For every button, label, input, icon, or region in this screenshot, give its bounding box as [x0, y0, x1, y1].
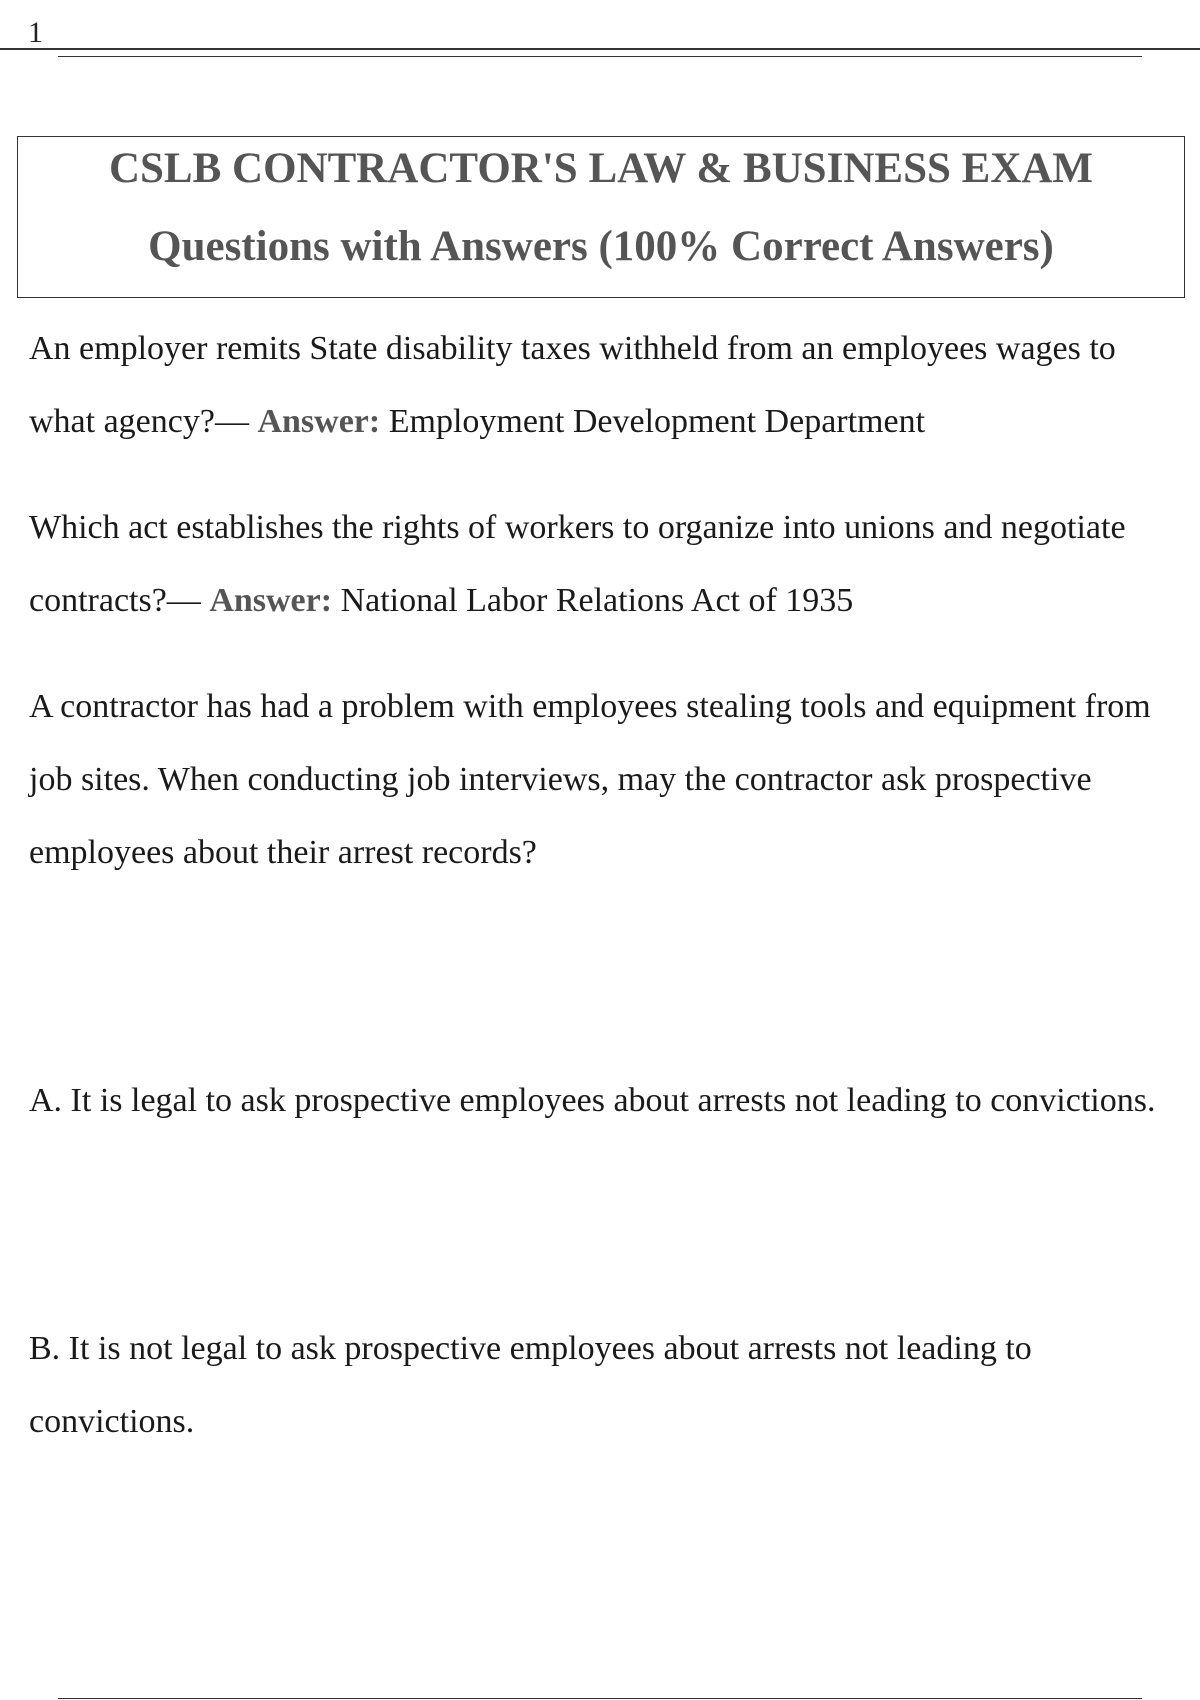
- option-b: B. It is not legal to ask prospective employees about arrests not leading to convictions.: [29, 1330, 1032, 1440]
- option-a: A. It is legal to ask prospective employees about arrests not leading to convictions.: [29, 1082, 1156, 1119]
- document-title-box: [17, 136, 1185, 298]
- document-body: [29, 312, 1179, 1458]
- answer-label: Answer:: [257, 403, 381, 440]
- footer-rule: [58, 1698, 1142, 1699]
- question-1: [29, 312, 1179, 458]
- document-subtitle: Questions with Answers (100% Correct Answers): [148, 223, 1054, 270]
- answer-label: Answer:: [209, 582, 333, 619]
- question-3-text: A contractor has had a problem with employees stealing tools and equipment from job sites. When conducting job interviews, may the contractor ask prospective employees about their arrest records?: [29, 688, 1151, 871]
- header-rule-secondary: [58, 56, 1142, 57]
- question-1-text: An employer remits State disability taxes withheld from an employees wages to what agency?—: [29, 330, 1116, 440]
- question-2: [29, 491, 1179, 637]
- answer-1-text: Employment Development Department: [380, 403, 926, 440]
- answer-2-text: National Labor Relations Act of 1935: [332, 582, 854, 619]
- question-3: [29, 670, 1179, 889]
- header-rule: [0, 48, 1200, 50]
- page-number: 1: [28, 16, 43, 49]
- question-2-text: Which act establishes the rights of workers to organize into unions and negotiate contracts?—: [29, 509, 1126, 619]
- document-title: CSLB CONTRACTOR'S LAW & BUSINESS EXAM: [108, 145, 1094, 192]
